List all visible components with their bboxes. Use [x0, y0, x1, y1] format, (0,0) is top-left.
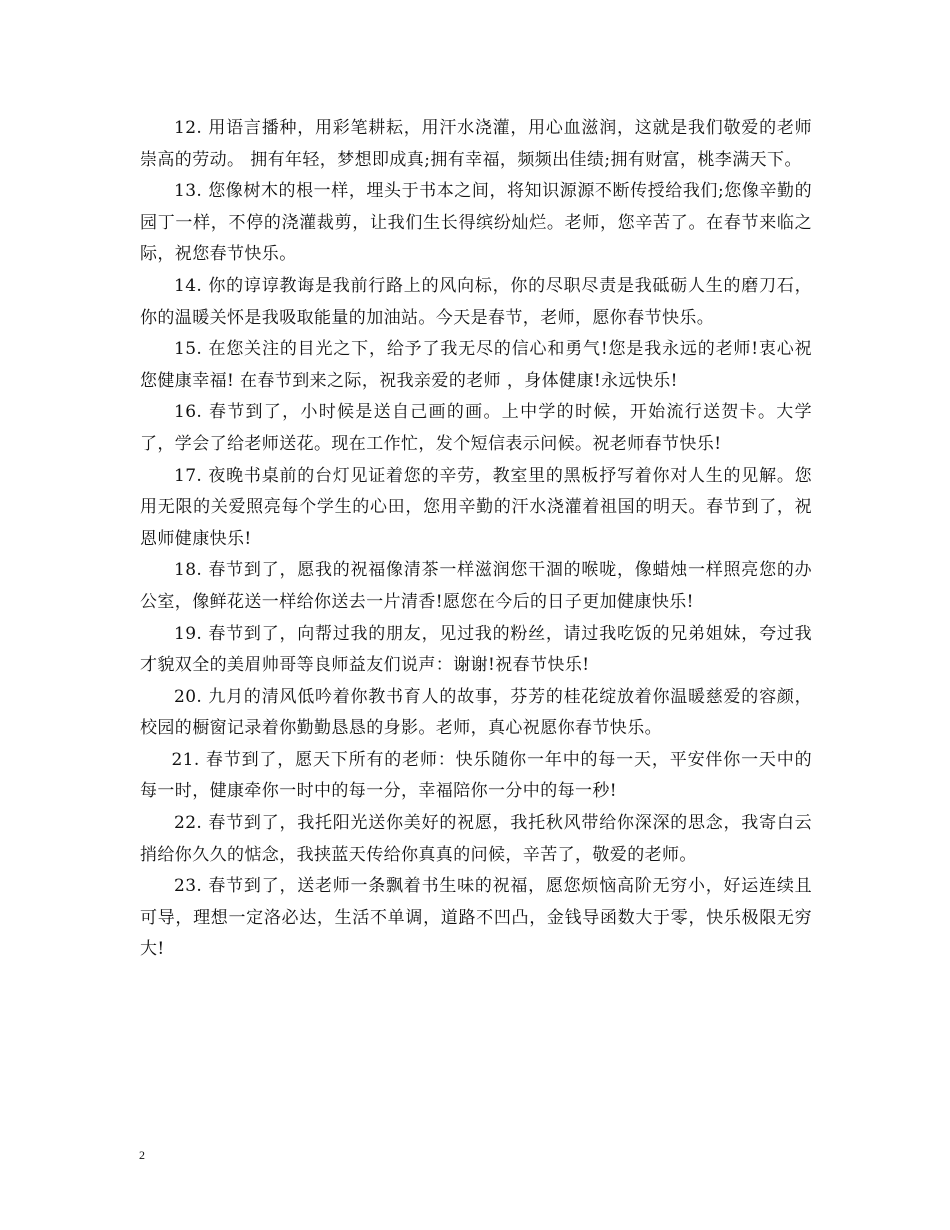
paragraph-23: 23. 春节到了，送老师一条飘着书生味的祝福，愿您烦恼高阶无穷小，好运连续且可导，理想一定洛必达，生活不单调，道路不凹凸，金钱导函数大于零，快乐极限无穷大!: [140, 876, 812, 960]
paragraph-19: 19. 春节到了，向帮过我的朋友，见过我的粉丝，请过我吃饭的兄弟姐妹，夸过我才貌双全的美眉帅哥等良师益友们说声：谢谢!祝春节快乐!: [140, 623, 812, 676]
paragraph-14: 14. 你的谆谆教诲是我前行路上的风向标，你的尽职尽责是我砥砺人生的磨刀石，你的温暖关怀是我吸取能量的加油站。今天是春节，老师，愿你春节快乐。: [140, 275, 812, 328]
document-body: [140, 113, 812, 966]
paragraph-16: 16. 春节到了，小时候是送自己画的画。上中学的时候，开始流行送贺卡。大学了，学会了给老师送花。现在工作忙，发个短信表示问候。祝老师春节快乐!: [140, 402, 812, 454]
paragraph-12: 12. 用语言播种，用彩笔耕耘，用汗水浇灌，用心血滋润，这就是我们敬爱的老师崇高的劳动。 拥有年轻，梦想即成真;拥有幸福，频频出佳绩;拥有财富，桃李满天下。: [140, 118, 812, 170]
paragraph-18: 18. 春节到了，愿我的祝福像清茶一样滋润您干涸的喉咙，像蜡烛一样照亮您的办公室，像鲜花送一样给你送去一片清香!愿您在今后的日子更加健康快乐!: [140, 560, 812, 612]
paragraph-20: 20. 九月的清风低吟着你教书育人的故事，芬芳的桂花绽放着你温暖慈爱的容颜， 校园的橱窗记录着你勤勤恳恳的身影。老师，真心祝愿你春节快乐。: [140, 686, 812, 739]
paragraph-21: 21. 春节到了，愿天下所有的老师：快乐随你一年中的每一天，平安伴你一天中的每一时，健康牵你一时中的每一分，幸福陪你一分中的每一秒!: [140, 749, 812, 802]
page-number: 2: [139, 1148, 145, 1162]
paragraph-22: 22. 春节到了，我托阳光送你美好的祝愿，我托秋风带给你深深的思念，我寄白云捎给你久久的惦念，我挟蓝天传给你真真的问候，辛苦了，敬爱的老师。: [140, 813, 812, 865]
paragraph-17: 17. 夜晚书桌前的台灯见证着您的辛劳，教室里的黑板抒写着你对人生的见解。您用无限的关爱照亮每个学生的心田，您用辛勤的汗水浇灌着祖国的明天。春节到了，祝恩师健康快乐!: [140, 465, 812, 549]
paragraph-15: 15. 在您关注的目光之下，给予了我无尽的信心和勇气!您是我永远的老师!衷心祝您健康幸福! 在春节到来之际，祝我亲爱的老师 ，身体健康!永远快乐!: [140, 339, 812, 391]
paragraph-13: 13. 您像树木的根一样，埋头于书本之间，将知识源源不断传授给我们;您像辛勤的园丁一样，不停的浇灌裁剪，让我们生长得缤纷灿烂。老师，您辛苦了。在春节来临之际，祝您春节快乐。: [140, 181, 812, 265]
